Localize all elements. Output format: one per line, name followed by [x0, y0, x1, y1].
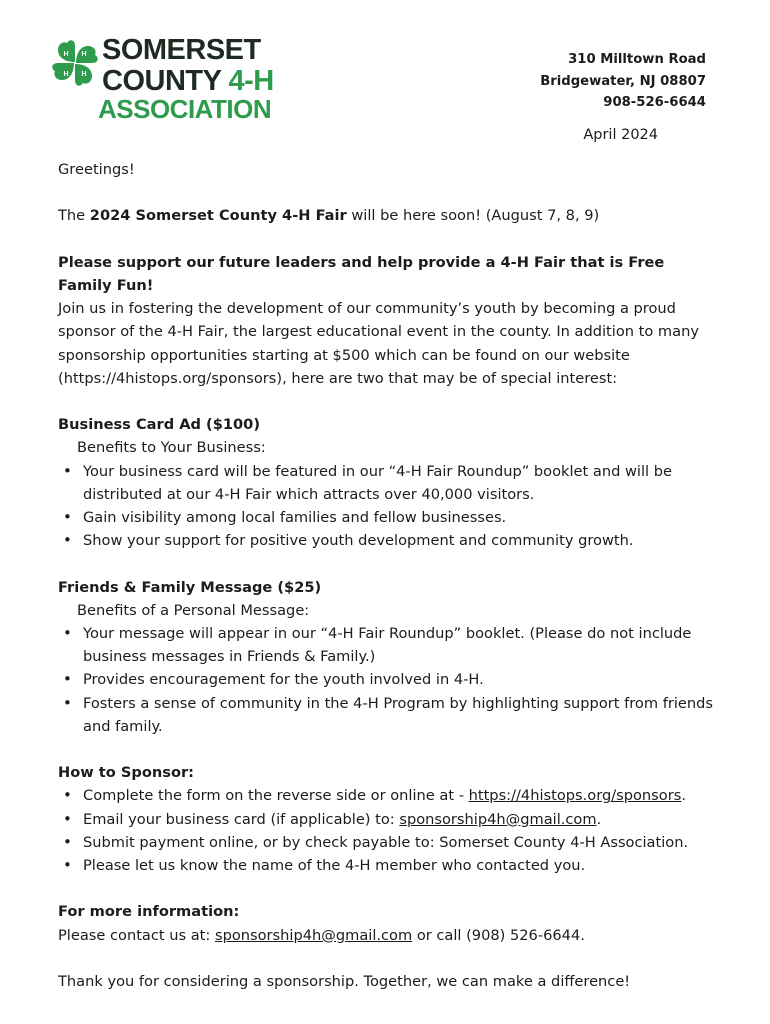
list-item: • Please let us know the name of the 4-H member who contacted you. [58, 854, 718, 877]
list-item: • Your message will appear in our “4-H Fair Roundup” booklet. (Please do not include business messages in Friends & Family.) [58, 622, 718, 668]
association-logo [50, 34, 290, 124]
more-info-contact [58, 924, 718, 947]
business-card-benefits [58, 460, 718, 553]
how-to-steps [58, 784, 718, 877]
list-item: • Provides encouragement for the youth involved in 4-H. [58, 668, 718, 691]
support-body: Join us in fostering the development of our community’s youth by becoming a proud sponsor of the 4-H Fair, the largest educational event in the county. In addition to many sponsorship opportunities starting at $500 which can be found on our website (https://4histops.org/sponsors), here are two that may be of special interest: [58, 300, 699, 387]
step-text: Email your business card (if applicable) to: [83, 810, 400, 828]
list-item: • Fosters a sense of community in the 4-H Program by highlighting support from friends and family. [58, 692, 718, 738]
logo-line-2 [102, 67, 274, 96]
contact-post: or call (908) 526-6644. [412, 926, 585, 944]
mailing-address [540, 49, 706, 114]
business-card-title [58, 413, 718, 436]
list-item [58, 784, 718, 807]
logo-4h: 4-H [228, 65, 274, 97]
letter-body [58, 158, 718, 993]
svg-text:H: H [81, 71, 87, 78]
step-text: Complete the form on the reverse side or online at - [83, 787, 469, 805]
step-punct: . [596, 810, 602, 828]
contact-email-link[interactable]: sponsorship4h@gmail.com [214, 926, 413, 944]
intro-paragraph [58, 204, 718, 227]
address-street: 310 Milltown Road [568, 52, 706, 67]
letter-date: April 2024 [583, 127, 658, 143]
list-item: • Gain visibility among local families and fellow businesses. [58, 506, 718, 529]
sponsors-website-link[interactable]: https://4histops.org/sponsors [468, 787, 682, 805]
friends-family-subtitle: Benefits of a Personal Message: [77, 601, 310, 619]
svg-text:H: H [63, 71, 69, 78]
contact-pre: Please contact us at: [58, 926, 215, 944]
list-item [58, 808, 718, 831]
business-card-title-text: Business Card Ad ($100) [58, 416, 261, 434]
closing-line: Thank you for considering a sponsorship. Together, we can make a difference! [58, 973, 631, 990]
intro-post: will be here soon! (August 7, 8, 9) [346, 207, 600, 225]
fair-name: 2024 Somerset County 4-H Fair [89, 207, 347, 225]
more-info-title-text: For more information: [58, 903, 240, 921]
intro-pre: The [58, 207, 90, 225]
more-info-title [58, 900, 718, 923]
how-to-title-text: How to Sponsor: [58, 764, 195, 782]
friends-family-benefits [58, 622, 718, 738]
svg-text:H: H [63, 51, 69, 58]
support-headline-text: Please support our future leaders and help provide a 4-H Fair that is Free Family Fun! [58, 253, 665, 294]
greeting: Greetings! [58, 161, 135, 178]
four-leaf-clover-icon [50, 38, 100, 88]
friends-family-title [58, 576, 718, 599]
address-city: Bridgewater, NJ 08807 [540, 73, 706, 89]
how-to-title [58, 761, 718, 784]
sponsorship-email-link[interactable]: sponsorship4h@gmail.com [399, 810, 597, 828]
list-item: • Show your support for positive youth development and community growth. [58, 529, 718, 552]
logo-line-1: SOMERSET [102, 34, 261, 66]
list-item: • Submit payment online, or by check payable to: Somerset County 4-H Association. [58, 831, 718, 854]
support-headline [58, 251, 718, 297]
logo-line-3: ASSOCIATION [98, 94, 272, 124]
svg-text:H: H [81, 51, 87, 58]
address-phone: 908-526-6644 [603, 95, 706, 110]
logo-county: COUNTY [102, 65, 221, 97]
business-card-subtitle: Benefits to Your Business: [77, 439, 266, 457]
step-punct: . [681, 787, 686, 805]
list-item: • Your business card will be featured in our “4-H Fair Roundup” booklet and will be distributed at our 4-H Fair which attracts over 40,000 visitors. [58, 460, 718, 506]
friends-family-title-text: Friends & Family Message ($25) [58, 578, 322, 596]
